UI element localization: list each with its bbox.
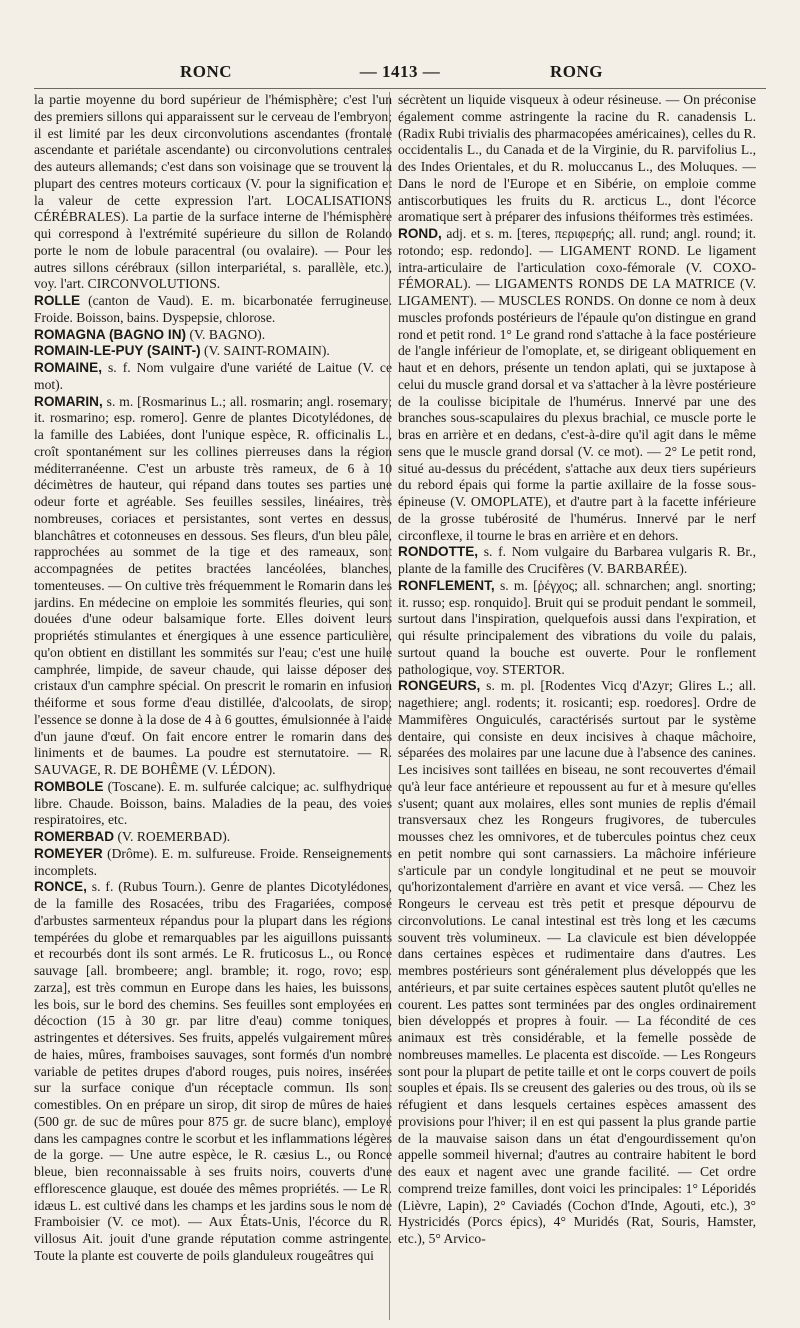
entry-text: (V. BAGNO). bbox=[186, 326, 266, 342]
page-header bbox=[30, 62, 770, 86]
entry-text: s. m. [ῥέγχος; all. schnarchen; angl. snorting; it. russo; esp. ronquido]. Bruit qui se produit pendant le sommeil, surtout dans l'inspiration, quelquefois aussi dans l'expiration, et qui résulte principalement des vibrations du voile du palais, surtout quand la bouche est ouverte. Pour le ronflement pathologique, voy. STERTOR. bbox=[398, 577, 756, 677]
entry-headword: RONDOTTE, bbox=[398, 544, 479, 560]
left-column bbox=[34, 92, 392, 1320]
entry-text: (V. ROEMERBAD). bbox=[114, 829, 231, 844]
entry-headword: RONFLEMENT, bbox=[398, 577, 495, 593]
entry-text: s. f. (Rubus Tourn.). Genre de plantes Dicotylédones, de la famille des Rosacées, tribu des Fragariées, composé d'arbustes sarmenteux répandus pour la plupart dans les régions tempérées du globe et remarquables par les aiguillons puissants et recourbés dont ils sont armés. Le R. fruticosus L., ou Ronce sauvage [all. brombeere; angl. bramble; it. rogo, rovo; esp. zarza], est très commun en Europe dans les haies, les buissons, les bois, sur le bord des chemins. Ses feuilles sont employées en décoction (15 à 30 gr. par litre d'eau) comme toniques, astringentes et détersives. Ses fruits, appelés vulgairement mûres de haies, mûres, framboises sauvages, sont formés d'un nombre variable de petites drupes d'abord rouges, puis noires, insérées sur la surface conique d'un réceptacle commun. Ils sont comestibles. On en prépare un sirop, dit sirop de mûres de haies (500 gr. de suc de mûres pour 875 gr. de sucre blanc), employé dans les campagnes contre le scorbut et les inflammations légères de la gorge. — Une autre espèce, le R. cæsius L., ou Ronce bleue, bien reconnaissable à ses fruits noirs, couverts d'une efflorescence glauque, est douée des mêmes propriétés. — Le R. idæus L. est cultivé dans les champs et les jardins sous le nom de Framboisier (V. ce mot). — Aux États-Unis, l'écorce du R. villosus Ait. jouit d'une grande réputation comme astringente. Toute la plante est couverte de poils glanduleux rougeâtres qui bbox=[34, 879, 392, 1263]
entry-headword: ROND, bbox=[398, 226, 442, 241]
dictionary-entry bbox=[34, 846, 392, 880]
dictionary-entry bbox=[34, 327, 392, 344]
dictionary-entry bbox=[34, 829, 392, 846]
entry-headword: ROMERBAD bbox=[34, 829, 115, 844]
entry-headword: ROMAGNA (BAGNO IN) bbox=[34, 326, 187, 342]
dictionary-entry bbox=[398, 578, 756, 679]
entry-text: (Toscane). E. m. sulfurée calcique; ac. sulfhydrique libre. Chaude. Boisson, bains. Maladies de la peau, des voies respiratoires, etc. bbox=[34, 778, 392, 828]
header-rule bbox=[34, 88, 766, 89]
dictionary-entry bbox=[34, 293, 392, 327]
entry-headword: ROMBOLE bbox=[34, 778, 104, 794]
entry-text: s. f. Nom vulgaire du Barbarea vulgaris R. Br., plante de la famille des Crucifères (V. BARBARÉE). bbox=[398, 544, 756, 576]
entry-text: s. m. pl. [Rodentes Vicq d'Azyr; Glires L.; all. nagethiere; angl. rodents; it. rosicanti; esp. roedores]. Ordre de Mammifères Onguiculés, caractérisés surtout par le système dentaire, qui consiste en deux incisives à chaque mâchoire, séparées des molaires par une lacune due à l'absence des canines. Les incisives sont taillées en biseau, ne sont recouvertes d'émail qu'à leur face antérieure et repoussent au fur et à mesure qu'elles s'usent; quant aux molaires, elles sont munies de replis d'émail transversaux chez les Rongeurs frugivores, de tubercules mousses chez les omnivores, et de tubercules pointus chez ceux en petit nombre qui sont carnassiers. La mâchoire inférieure s'articule par un condyle longitudinal et ne peut se mouvoir qu'horizontalement d'arrière en avant et vice versâ. — Chez les Rongeurs le cerveau est très petit et presque dépourvu de circonvolutions. Le canal intestinal est très long et les cæcums souvent très volumineux. — La clavicule est bien développée dans certaines espèces et rudimentaire dans d'autres. Les membres postérieurs sont généralement plus développés que les antérieurs, et par suite certaines espèces sautent plutôt qu'elles ne courent. Les pattes sont terminées par des ongles ordinairement bien développés et propres à fouir. — La fécondité de ces animaux est très considérable, et la femelle possède de nombreuses mamelles. Le placenta est discoïde. — Les Rongeurs sont pour la plupart de petite taille et ont le corps couvert de poils souples et épais. Ils se creusent des galeries ou des trous, où ils se réfugient et dans lesquels certaines espèces amassent des provisions pour l'hiver; il en est qui passent la plus grande partie de la mauvaise saison dans un état d'engourdissement qu'on appelle sommeil hivernal; d'autres au contraire habitent le bord des eaux et nagent avec une grande facilité. — Cet ordre comprend treize familles, dont voici les principales: 1° Léporidés (Lièvre, Lapin), 2° Caviadés (Cochon d'Inde, Agouti, etc.), 3° Hystricidés (Porcs épics), 4° Muridés (Rat, Souris, Hamster, etc.), 5° Arvico- bbox=[398, 678, 756, 1246]
entry-headword: ROMAIN-LE-PUY (SAINT-) bbox=[34, 343, 201, 359]
dictionary-entry bbox=[34, 394, 392, 779]
dictionary-entry bbox=[34, 360, 392, 394]
column-divider bbox=[389, 92, 390, 1320]
entry-text: s. m. [Rosmarinus L.; all. rosmarin; angl. rosemary; it. rosmarino; esp. romero]. Genre de plantes Dicotylédones, de la famille des Labiées, dont l'unique espèce, R. officinalis L., croît spontanément sur les collines pierreuses dans la région méditerranéenne. C'est un arbuste très rameux, de 6 à 10 décimètres de hauteur, qui répand dans toutes ses parties une odeur forte et agréable. Ses feuilles sessiles, linéaires, très nombreuses, coriaces et persistantes, sont vertes en dessus, blanchâtres et cotonneuses en dessous. Ses fleurs, d'un bleu pâle, rapprochées au sommet de la tige et des rameaux, sont accompagnées de petites bractées lancéolées, blanches, tomenteuses. — On cultive très fréquemment le Romarin dans les jardins. En médecine on emploie les sommités fleuries, qui sont douées d'une odeur balsamique forte. Elles doivent leurs propriétés stimulantes et énergiques à une essence particulière, qu'on obtient en distillant les sommités sur l'eau; c'est une huile camphrée, limpide, de saveur chaude, qui laisse déposer des cristaux d'un camphre spécial. On prescrit le romarin en infusion théiforme et sous forme d'eau distillée, d'alcoolats, de sirop; l'essence se donne à la dose de 4 à 6 gouttes, émulsionnée à l'aide d'un jaune d'œuf. On fait encore entrer le romarin dans des liniments et de baumes. La poudre est sternutatoire. — R. SAUVAGE, R. DE BOHÊME (V. LÉDON). bbox=[34, 393, 392, 777]
entry-text: (V. SAINT-ROMAIN). bbox=[200, 343, 330, 359]
dictionary-entry bbox=[34, 879, 392, 1264]
right-running-head: RONG bbox=[550, 62, 603, 81]
right-column bbox=[398, 92, 756, 1320]
page-number: — 1413 — bbox=[359, 62, 441, 81]
entry-text: sécrètent un liquide visqueux à odeur résineuse. — On préconise également comme astringente la racine du R. canadensis L. (Radix Rubi trivialis des pharmacopées américaines), celles du R. occidentalis L., du Canada et de la Virginie, du R. parvifolius L., des Indes Orientales, et du R. moluccanus L., des Moluques. — Dans le nord de l'Europe et en Sibérie, on emploie comme antiscorbutiques les fruits du R. arcticus L., dont l'écorce aromatique sert à préparer des infusions théiformes très estimées. bbox=[398, 92, 756, 225]
dictionary-entry bbox=[398, 544, 756, 578]
entry-text: (Drôme). E. m. sulfureuse. Froide. Renseignements incomplets. bbox=[34, 845, 392, 878]
entry-text: s. f. Nom vulgaire d'une variété de Laitue (V. ce mot). bbox=[34, 360, 392, 392]
dictionary-entry bbox=[398, 678, 756, 1248]
dictionary-entry bbox=[398, 226, 756, 544]
entry-text: adj. et s. m. [teres, περιφερής; all. rund; angl. round; it. rotondo; esp. redondo]. — LIGAMENT ROND. Le ligament intra-articulaire de l'articulation coxo-fémorale (V. COXO-FÉMORAL). — LIGAMENTS RONDS DE LA MATRICE (V. LIGAMENT). — MUSCLES RONDS. On donne ce nom à deux muscles profonds postérieurs de l'épaule qu'on distingue en grand rond et petit rond. 1° Le grand rond s'attache à la face postérieure de l'angle inférieur de l'omoplate, et, se dirigeant obliquement en haut et en dehors, présente un tendon aplati, qui se juxtapose à celui du muscle grand dorsal et va s'attacher à la lèvre postérieure de la coulisse bicipitale de l'humérus. Innervé par une des branches sous-scapulaires du plexus brachial, ce muscle porte le bras en arrière et en dedans, c'est-à-dire qu'il agit dans le même sens que le muscle grand dorsal (V. ce mot). — 2° Le petit rond, situé au-dessus du précédent, s'attache aux deux tiers supérieurs du rebord épais qui forme la partie axillaire de la fosse sous-épineuse (V. OMOPLATE), et d'autre part à la facette inférieure de la grosse tubérosité de l'humérus. Innervé par le nerf circonflexe, il tourne le bras en arrière et en dehors. bbox=[398, 226, 756, 543]
dictionary-entry bbox=[34, 92, 392, 293]
dictionary-entry bbox=[34, 343, 392, 360]
dictionary-entry bbox=[398, 92, 756, 226]
entry-headword: ROLLE bbox=[34, 293, 81, 308]
left-running-head: RONC bbox=[180, 62, 233, 81]
entry-text: (canton de Vaud). E. m. bicarbonatée ferrugineuse. Froide. Boisson, bains. Dyspepsie, chlorose. bbox=[34, 293, 392, 325]
entry-text: la partie moyenne du bord supérieur de l'hémisphère; c'est l'un des premiers sillons qui apparaissent sur le cerveau de l'embryon; il est limité par les deux circonvolutions ascendantes (frontale ascendante et pariétale ascendante) ou circonvolutions centrales des auteurs allemands; c'est dans son voisinage que se trouvent la plupart des centres moteurs corticaux (V. pour la signification et la valeur de cette expression l'art. LOCALISATIONS CÉRÉBRALES). La partie de la surface interne de l'hémisphère qui correspond à l'extrémité supérieure du sillon de Rolando porte le nom de lobule paracentral (ou ovalaire). — Pour les autres sillons cérébraux (sillon interpariétal, s. parallèle, etc.), voy. l'art. CIRCONVOLUTIONS. bbox=[34, 92, 392, 292]
dictionary-entry bbox=[34, 779, 392, 829]
entry-headword: RONGEURS, bbox=[398, 678, 481, 694]
entry-headword: ROMEYER bbox=[34, 845, 103, 861]
entry-headword: ROMAINE, bbox=[34, 360, 102, 375]
entry-headword: ROMARIN, bbox=[34, 393, 103, 409]
entry-headword: RONCE, bbox=[34, 879, 87, 895]
